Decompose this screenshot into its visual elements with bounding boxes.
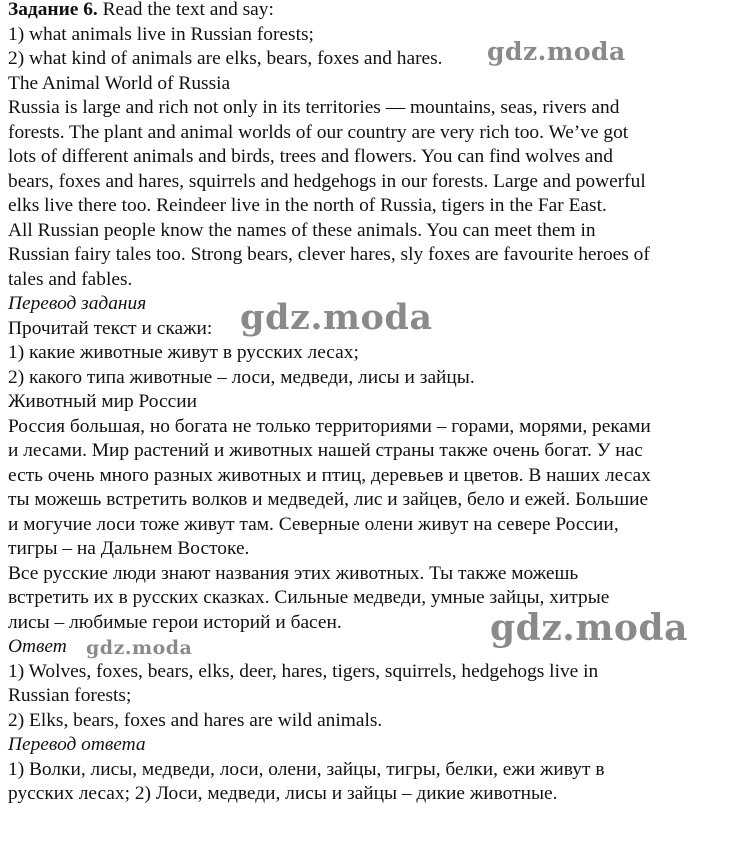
text-en-line: Russia is large and rich not only in its territories — mountains, seas, rivers and bbox=[8, 97, 620, 118]
answer-line: 2) Elks, bears, foxes and hares are wild animals. bbox=[8, 709, 383, 731]
text-en-line: bears, foxes and hares, squirrels and hedgehogs in our forests. Large and powerful bbox=[8, 170, 646, 192]
text-en-line: tales and fables. bbox=[8, 268, 133, 290]
text-en-line: elks live there too. Reindeer live in the north of Russia, tigers in the Far East. bbox=[8, 195, 607, 216]
answer-line: 1) Wolves, foxes, bears, elks, deer, hares, tigers, squirrels, hedgehogs live in bbox=[8, 660, 599, 682]
task-intro: Read the text and say: bbox=[97, 0, 274, 20]
answer-translation-line: русских лесах; 2) Лоси, медведи, лисы и зайцы – дикие животные. bbox=[8, 783, 558, 804]
text-en-line: lots of different animals and birds, trees and flowers. You can find wolves and bbox=[8, 146, 613, 167]
watermark: gdz.moda bbox=[487, 37, 626, 66]
task-translation-intro: Прочитай текст и скажи: bbox=[8, 317, 213, 339]
text-en-title: The Animal World of Russia bbox=[8, 72, 231, 94]
answer-line: Russian forests; bbox=[8, 685, 132, 706]
answer-translation-heading: Перевод ответа bbox=[8, 734, 146, 755]
text-ru-line: и лесами. Мир растений и животных нашей страны также очень богат. У нас bbox=[8, 440, 643, 461]
text-ru-line: лисы – любимые герои историй и басен. bbox=[8, 611, 342, 633]
exercise-page bbox=[8, 0, 730, 807]
task-question-1: 1) what animals live in Russian forests; bbox=[8, 23, 314, 45]
text-ru-line: Россия большая, но богата не только территориями – горами, морями, реками bbox=[8, 415, 651, 437]
text-ru-title: Животный мир России bbox=[8, 391, 197, 412]
task-heading: Задание 6. bbox=[8, 0, 98, 20]
text-ru-line: есть очень много разных животных и птиц, деревьев и цветов. В наших лесах bbox=[8, 464, 651, 486]
task-header-line bbox=[8, 0, 730, 23]
task-translation-question-2: 2) какого типа животные – лоси, медведи, лисы и зайцы. bbox=[8, 366, 475, 388]
text-en-line: All Russian people know the names of these animals. You can meet them in bbox=[8, 219, 596, 241]
text-ru-line: тигры – на Дальнем Востоке. bbox=[8, 538, 250, 559]
answer-translation-line: 1) Волки, лисы, медведи, лоси, олени, зайцы, тигры, белки, ежи живут в bbox=[8, 758, 605, 780]
answer-heading: Ответ bbox=[8, 636, 67, 657]
text-ru-line: ты можешь встретить волков и медведей, лис и зайцев, бело и ежей. Большие bbox=[8, 489, 649, 510]
text-en-line: forests. The plant and animal worlds of our country are very rich too. We’ve got bbox=[8, 121, 629, 143]
watermark: gdz.moda bbox=[490, 607, 688, 649]
text-ru-line: и могучие лоси тоже живут там. Северные олени живут на севере России, bbox=[8, 513, 619, 535]
task-translation-question-1: 1) какие животные живут в русских лесах; bbox=[8, 342, 359, 363]
watermark: gdz.moda bbox=[86, 637, 193, 659]
text-ru-line: встретить их в русских сказках. Сильные медведи, умные зайцы, хитрые bbox=[8, 587, 610, 608]
text-ru-line: Все русские люди знают названия этих животных. Ты также можешь bbox=[8, 562, 579, 584]
text-en-line: Russian fairy tales too. Strong bears, clever hares, sly foxes are favourite heroes of bbox=[8, 244, 650, 265]
watermark: gdz.moda bbox=[240, 297, 433, 338]
task-translation-heading: Перевод задания bbox=[8, 293, 147, 314]
task-question-2: 2) what kind of animals are elks, bears, foxes and hares. bbox=[8, 48, 443, 69]
